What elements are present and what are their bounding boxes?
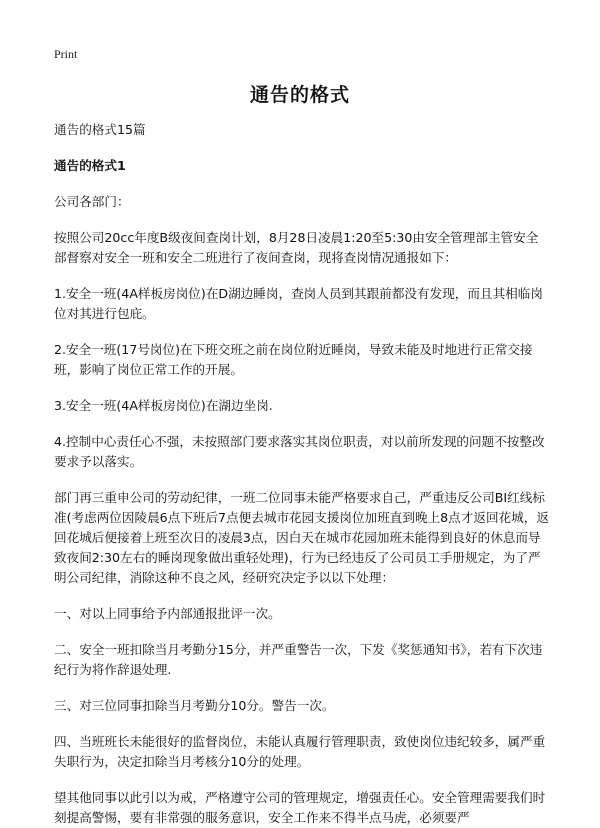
paragraph-item-4: 4.控制中心责任心不强，未按照部门要求落实其岗位职责，对以前所发现的问题不按整改要求予以落实。 xyxy=(54,434,545,469)
paragraph-salutation: 公司各部门： xyxy=(54,194,130,209)
paragraph-item-3: 3.安全一班(4A样板房岗位)在湖边坐岗. xyxy=(54,398,273,413)
paragraph-item-1: 1.安全一班(4A样板房岗位)在D湖边睡岗，查岗人员到其跟前都没有发现，而且其相临岗位对其进行包庇。 xyxy=(54,286,543,321)
paragraph-decision-3: 三、对三位同事扣除当月考勤分10分。警告一次。 xyxy=(54,698,335,713)
print-label: Print xyxy=(54,47,78,61)
document-subtitle: 通告的格式15篇 xyxy=(54,122,146,137)
paragraph-decision-1: 一、对以上同事给予内部通报批评一次。 xyxy=(54,606,281,621)
paragraph-item-2: 2.安全一班(17号岗位)在下班交班之前在岗位附近睡岗，导致未能及时地进行正常交接班，影响了岗位正常工作的开展。 xyxy=(54,342,533,377)
document-body xyxy=(54,120,550,828)
paragraph-intro: 按照公司20cc年度B级夜间查岗计划，8月28日凌晨1:20至5:30由安全管理部主管安全部督察对安全一班和安全二班进行了夜间查岗，现将查岗情况通报如下： xyxy=(54,230,539,265)
section-heading: 通告的格式1 xyxy=(54,158,126,173)
paragraph-discipline: 部门再三重申公司的劳动纪律，一班二位同事未能严格要求自己，严重违反公司BI红线标准(考虑两位因陵晨6点下班后7点便去城市花园支援岗位加班直到晚上8点才返回花城，返回花城后便接着上班至次日的凌晨3点，因白天在城市花园加班未能得到良好的休息而导致夜间2:30左右的睡岗现象做出重轻处理)，行为已经违反了公司员工手册规定，为了严明公司纪律，消除这种不良之风，经研究决定予以以下处理： xyxy=(54,490,549,585)
paragraph-closing: 望其他同事以此引以为戒，严格遵守公司的管理规定，增强责任心。安全管理需要我们时刻提高警惕，要有非常强的服务意识，安全工作来不得半点马虎，必须要严 xyxy=(54,790,546,825)
paragraph-decision-2: 二、安全一班扣除当月考勤分15分，并严重警告一次，下发《奖惩通知书》，若有下次违纪行为将作辞退处理. xyxy=(54,642,543,677)
document-title: 通告的格式 xyxy=(249,84,350,106)
paragraph-decision-4: 四、当班班长未能很好的监督岗位，未能认真履行管理职责，致使岗位违纪较多，属严重失职行为，决定扣除当月考核分10分的处理。 xyxy=(54,734,546,769)
